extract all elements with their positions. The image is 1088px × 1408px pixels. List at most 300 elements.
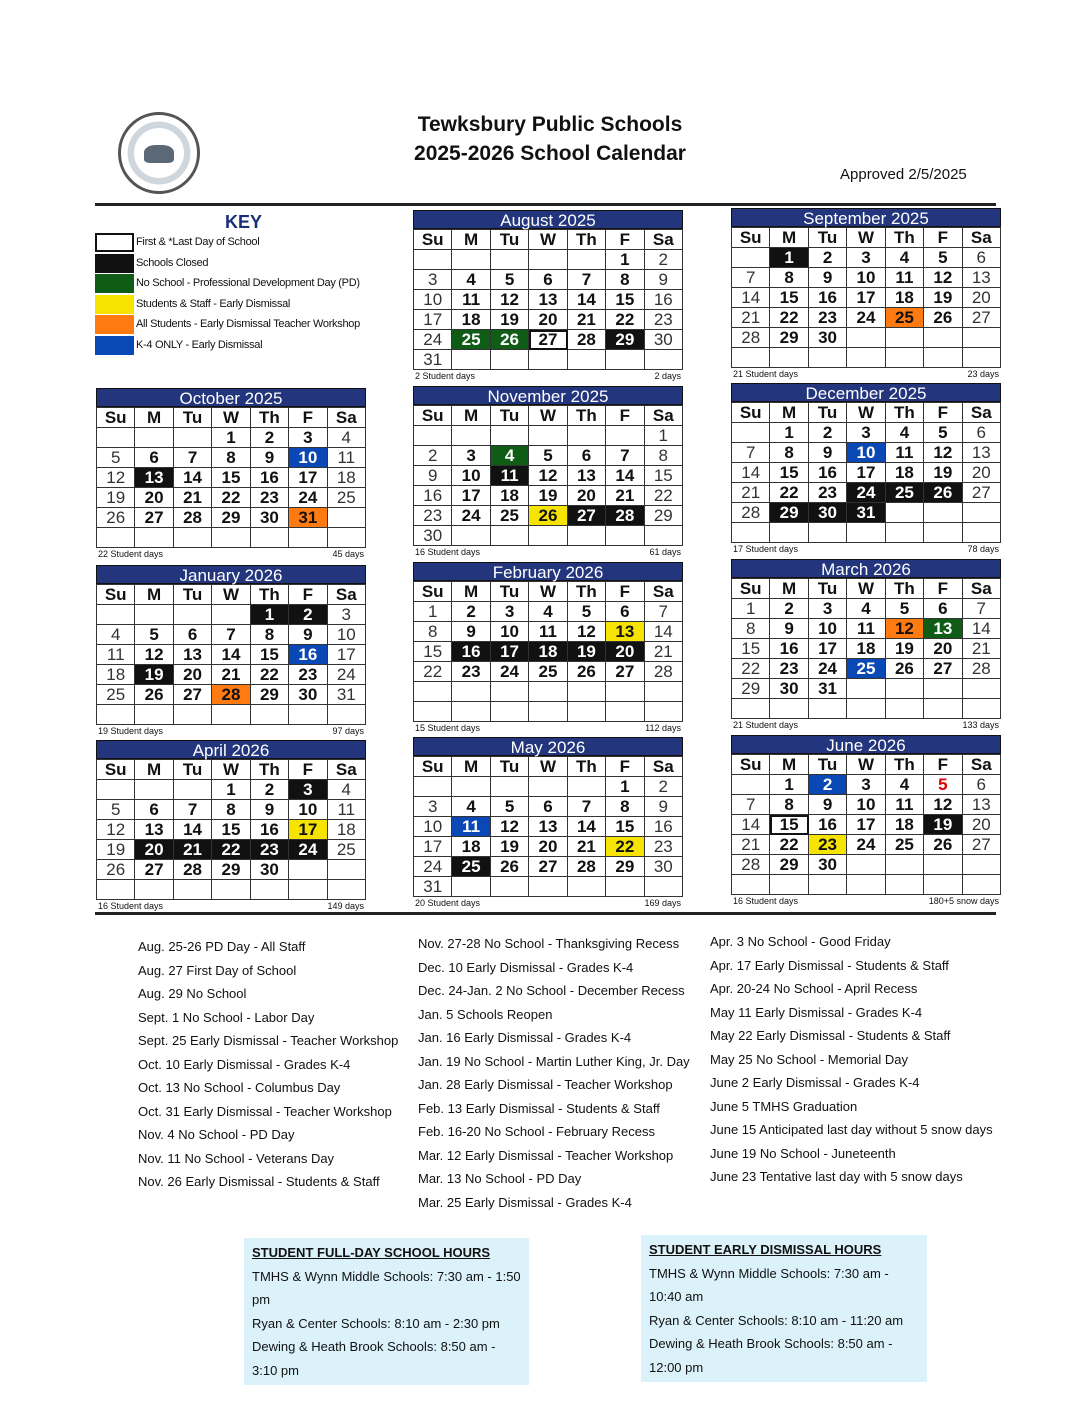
empty-day-cell — [135, 428, 173, 448]
calendar-day: 26 — [529, 506, 567, 526]
calendar-day: 28 — [568, 330, 606, 350]
empty-day-cell — [645, 526, 683, 546]
cumulative-days-count: 169 days — [644, 898, 681, 908]
day-of-week-header: M — [135, 760, 173, 780]
calendar-day: 21 — [645, 642, 683, 662]
student-days-count: 16 Student days — [415, 547, 481, 557]
empty-day-cell — [491, 777, 529, 797]
month-footer — [731, 368, 1001, 380]
calendar-day: 22 — [770, 483, 808, 503]
early-dismissal-hours-line: Ryan & Center Schools: 8:10 am - 11:20 am — [649, 1312, 904, 1328]
calendar-day: 8 — [212, 448, 250, 468]
calendar-day: 7 — [174, 800, 212, 820]
calendar-day: 4 — [886, 423, 924, 443]
calendar-day: 3 — [328, 605, 366, 625]
student-days-count: 20 Student days — [415, 898, 481, 908]
calendar-day: 16 — [770, 639, 808, 659]
calendar-day: 5 — [924, 423, 962, 443]
empty-day-cell — [452, 526, 490, 546]
empty-day-cell — [452, 702, 490, 722]
calendar-day: 3 — [809, 599, 847, 619]
empty-day-cell — [452, 250, 490, 270]
calendar-day: 29 — [770, 855, 808, 875]
calendar-day: 28 — [568, 857, 606, 877]
month-footer — [413, 546, 683, 558]
calendar-day: 6 — [963, 775, 1001, 795]
calendar-day: 24 — [414, 857, 452, 877]
day-of-week-header: W — [847, 755, 885, 775]
day-of-week-header: Sa — [645, 582, 683, 602]
day-of-week-header: Tu — [809, 579, 847, 599]
calendar-day: 26 — [491, 857, 529, 877]
key-swatch — [95, 315, 134, 334]
empty-day-cell — [328, 528, 366, 548]
day-of-week-header: Th — [251, 408, 289, 428]
calendar-day: 13 — [174, 645, 212, 665]
calendar-day: 22 — [212, 840, 250, 860]
calendar-day: 14 — [963, 619, 1001, 639]
empty-day-cell — [732, 423, 770, 443]
calendar-day: 6 — [174, 625, 212, 645]
cumulative-days-count: 61 days — [649, 547, 681, 557]
empty-day-cell — [732, 523, 770, 543]
calendar-day: 22 — [212, 488, 250, 508]
calendar-day: 16 — [645, 290, 683, 310]
student-days-count: 19 Student days — [98, 726, 164, 736]
calendar-note: Sept. 1 No School - Labor Day — [138, 1009, 315, 1025]
calendar-day: 8 — [606, 797, 644, 817]
calendar-day: 6 — [135, 448, 173, 468]
day-of-week-header: Su — [414, 406, 452, 426]
calendar-note: Jan. 5 Schools Reopen — [418, 1006, 553, 1022]
calendar-day: 8 — [414, 622, 452, 642]
calendar-note: Aug. 29 No School — [138, 986, 247, 1001]
calendar-day: 1 — [770, 775, 808, 795]
calendar-day: 7 — [645, 602, 683, 622]
day-of-week-header: Su — [732, 403, 770, 423]
day-of-week-header: M — [452, 406, 490, 426]
calendar-day: 5 — [491, 270, 529, 290]
calendar-day: 3 — [847, 248, 885, 268]
empty-day-cell — [770, 699, 808, 719]
empty-day-cell — [491, 350, 529, 370]
cumulative-days-count: 133 days — [962, 720, 999, 730]
month-title: May 2026 — [413, 737, 683, 756]
calendar-day: 2 — [645, 250, 683, 270]
calendar-day: 7 — [732, 795, 770, 815]
calendar-note: Oct. 13 No School - Columbus Day — [138, 1080, 341, 1095]
calendar-day: 21 — [568, 310, 606, 330]
calendar-day: 26 — [924, 308, 962, 328]
calendar-day: 13 — [606, 622, 644, 642]
empty-day-cell — [174, 880, 212, 900]
calendar-day: 7 — [174, 448, 212, 468]
empty-day-cell — [645, 877, 683, 897]
full-day-hours-line: TMHS & Wynn Middle Schools: 7:30 am - 1:50 pm — [252, 1268, 521, 1307]
calendar-day: 18 — [452, 310, 490, 330]
month-calendar — [413, 562, 683, 734]
calendar-day: 24 — [289, 488, 327, 508]
calendar-day: 20 — [135, 840, 173, 860]
calendar-day: 31 — [328, 685, 366, 705]
calendar-day: 30 — [289, 685, 327, 705]
calendar-day: 28 — [606, 506, 644, 526]
empty-day-cell — [529, 682, 567, 702]
calendar-day: 25 — [847, 659, 885, 679]
empty-day-cell — [770, 348, 808, 368]
calendar-day: 20 — [529, 310, 567, 330]
calendar-day: 18 — [491, 486, 529, 506]
calendar-note: Nov. 26 Early Dismissal - Students & Staff — [138, 1174, 380, 1189]
empty-day-cell — [328, 880, 366, 900]
calendar-day: 17 — [328, 645, 366, 665]
calendar-day: 20 — [924, 639, 962, 659]
calendar-day: 11 — [452, 817, 490, 837]
calendar-day: 21 — [732, 835, 770, 855]
month-calendar — [731, 208, 1001, 380]
calendar-day: 31 — [289, 508, 327, 528]
calendar-day: 24 — [847, 835, 885, 855]
calendar-day: 12 — [491, 817, 529, 837]
calendar-day: 8 — [606, 270, 644, 290]
day-of-week-header: M — [770, 403, 808, 423]
empty-day-cell — [529, 777, 567, 797]
calendar-day: 9 — [251, 800, 289, 820]
day-of-week-header: Su — [732, 579, 770, 599]
empty-day-cell — [328, 508, 366, 528]
calendar-day: 16 — [251, 820, 289, 840]
calendar-day: 14 — [732, 463, 770, 483]
calendar-day: 7 — [732, 268, 770, 288]
calendar-note: Jan. 19 No School - Martin Luther King, Jr. Day — [418, 1053, 690, 1069]
key-item — [95, 274, 395, 293]
calendar-day: 20 — [568, 486, 606, 506]
calendar-note: Oct. 31 Early Dismissal - Teacher Workshop — [138, 1103, 392, 1119]
day-of-week-header: Sa — [963, 755, 1001, 775]
empty-day-cell — [452, 877, 490, 897]
calendar-day: 30 — [809, 855, 847, 875]
calendar-day: 27 — [529, 857, 567, 877]
calendar-day: 21 — [732, 308, 770, 328]
day-of-week-header: M — [770, 579, 808, 599]
month-footer — [96, 900, 366, 912]
calendar-day: 19 — [97, 488, 135, 508]
calendar-day: 20 — [606, 642, 644, 662]
month-footer — [96, 725, 366, 737]
calendar-day: 13 — [963, 268, 1001, 288]
calendar-day: 21 — [963, 639, 1001, 659]
month-title: March 2026 — [731, 559, 1001, 578]
calendar-day: 1 — [770, 423, 808, 443]
month-calendar — [413, 737, 683, 909]
calendar-day: 25 — [452, 330, 490, 350]
calendar-day: 4 — [328, 780, 366, 800]
day-of-week-header: Su — [97, 585, 135, 605]
calendar-day: 12 — [886, 619, 924, 639]
calendar-day: 15 — [212, 820, 250, 840]
calendar-day: 24 — [847, 483, 885, 503]
calendar-note: Mar. 25 Early Dismissal - Grades K-4 — [418, 1194, 632, 1210]
calendar-day: 17 — [289, 468, 327, 488]
calendar-day: 10 — [289, 448, 327, 468]
calendar-day: 29 — [732, 679, 770, 699]
calendar-day: 25 — [328, 840, 366, 860]
calendar-day: 10 — [289, 800, 327, 820]
calendar-day: 9 — [809, 268, 847, 288]
month-footer — [413, 722, 683, 734]
student-days-count: 17 Student days — [733, 544, 799, 554]
empty-day-cell — [568, 877, 606, 897]
month-title: August 2025 — [413, 210, 683, 229]
calendar-day: 19 — [97, 840, 135, 860]
calendar-note: May 25 No School - Memorial Day — [710, 1051, 908, 1067]
cumulative-days-count: 45 days — [332, 549, 364, 559]
calendar-day: 25 — [886, 308, 924, 328]
empty-day-cell — [529, 426, 567, 446]
calendar-day: 17 — [289, 820, 327, 840]
calendar-day: 11 — [847, 619, 885, 639]
empty-day-cell — [174, 705, 212, 725]
calendar-day: 27 — [963, 308, 1001, 328]
calendar-day: 16 — [809, 815, 847, 835]
calendar-day: 14 — [568, 290, 606, 310]
calendar-day: 1 — [414, 602, 452, 622]
key-title: KEY — [225, 212, 263, 232]
day-of-week-header: M — [135, 408, 173, 428]
calendar-day: 19 — [924, 463, 962, 483]
calendar-day: 17 — [414, 837, 452, 857]
calendar-day: 6 — [963, 248, 1001, 268]
empty-day-cell — [452, 777, 490, 797]
day-of-week-header: Tu — [174, 760, 212, 780]
calendar-day: 27 — [924, 659, 962, 679]
calendar-day: 10 — [414, 290, 452, 310]
calendar-day: 14 — [174, 820, 212, 840]
calendar-day: 29 — [251, 685, 289, 705]
calendar-day: 19 — [491, 837, 529, 857]
calendar-note: Dec. 10 Early Dismissal - Grades K-4 — [418, 959, 634, 975]
calendar-day: 5 — [97, 448, 135, 468]
calendar-day: 4 — [886, 248, 924, 268]
student-days-count: 21 Student days — [733, 369, 799, 379]
calendar-day: 15 — [251, 645, 289, 665]
day-of-week-header: F — [606, 230, 644, 250]
calendar-day: 2 — [809, 775, 847, 795]
month-calendar — [731, 383, 1001, 555]
cumulative-days-count: 149 days — [327, 901, 364, 911]
calendar-day: 9 — [770, 619, 808, 639]
student-days-count: 21 Student days — [733, 720, 799, 730]
key-swatch — [95, 254, 134, 273]
full-day-hours-line: Ryan & Center Schools: 8:10 am - 2:30 pm — [252, 1315, 500, 1331]
day-of-week-header: M — [135, 585, 173, 605]
calendar-day: 3 — [452, 446, 490, 466]
month-calendar — [96, 740, 366, 912]
day-of-week-header: Su — [414, 582, 452, 602]
calendar-note: June 19 No School - Juneteenth — [710, 1145, 896, 1161]
cumulative-days-count: 112 days — [645, 723, 681, 733]
key-item — [95, 315, 395, 334]
calendar-day: 17 — [847, 463, 885, 483]
calendar-day: 27 — [135, 860, 173, 880]
calendar-day: 15 — [645, 466, 683, 486]
empty-day-cell — [963, 679, 1001, 699]
calendar-day: 24 — [289, 840, 327, 860]
calendar-day: 24 — [328, 665, 366, 685]
calendar-day: 30 — [251, 860, 289, 880]
calendar-day: 5 — [886, 599, 924, 619]
empty-day-cell — [645, 682, 683, 702]
student-days-count: 16 Student days — [98, 901, 164, 911]
calendar-day: 9 — [289, 625, 327, 645]
calendar-day: 29 — [212, 508, 250, 528]
calendar-day: 10 — [847, 443, 885, 463]
month-title: June 2026 — [731, 735, 1001, 754]
day-of-week-header: Su — [732, 755, 770, 775]
empty-day-cell — [606, 426, 644, 446]
empty-day-cell — [809, 875, 847, 895]
day-of-week-header: F — [289, 585, 327, 605]
calendar-day: 8 — [732, 619, 770, 639]
day-of-week-header: M — [452, 230, 490, 250]
calendar-day: 26 — [924, 483, 962, 503]
day-of-week-header: Tu — [491, 582, 529, 602]
calendar-day: 3 — [289, 780, 327, 800]
student-days-count: 22 Student days — [98, 549, 164, 559]
calendar-note: Nov. 27-28 No School - Thanksgiving Recess — [418, 936, 680, 951]
empty-day-cell — [452, 350, 490, 370]
empty-day-cell — [606, 682, 644, 702]
day-of-week-header: Th — [886, 579, 924, 599]
empty-day-cell — [732, 699, 770, 719]
calendar-day: 11 — [886, 443, 924, 463]
empty-day-cell — [886, 328, 924, 348]
empty-day-cell — [491, 702, 529, 722]
calendar-day: 31 — [809, 679, 847, 699]
calendar-day: 18 — [886, 463, 924, 483]
day-of-week-header: Tu — [809, 228, 847, 248]
empty-day-cell — [414, 682, 452, 702]
day-of-week-header: W — [212, 408, 250, 428]
calendar-day: 8 — [251, 625, 289, 645]
empty-day-cell — [135, 528, 173, 548]
calendar-day: 7 — [568, 270, 606, 290]
month-title: December 2025 — [731, 383, 1001, 402]
key-label: K-4 ONLY - Early Dismissal — [136, 338, 263, 351]
calendar-day: 28 — [732, 855, 770, 875]
calendar-day: 8 — [645, 446, 683, 466]
empty-day-cell — [414, 777, 452, 797]
empty-day-cell — [452, 426, 490, 446]
empty-day-cell — [963, 503, 1001, 523]
empty-day-cell — [452, 682, 490, 702]
month-footer — [731, 543, 1001, 555]
empty-day-cell — [135, 880, 173, 900]
empty-day-cell — [212, 705, 250, 725]
calendar-day: 12 — [529, 466, 567, 486]
day-of-week-header: Th — [886, 403, 924, 423]
calendar-day: 22 — [732, 659, 770, 679]
early-dismissal-hours-line: TMHS & Wynn Middle Schools: 7:30 am - 10:40 am — [649, 1265, 889, 1304]
calendar-day: 29 — [606, 330, 644, 350]
calendar-day: 5 — [97, 800, 135, 820]
empty-day-cell — [174, 528, 212, 548]
empty-day-cell — [886, 855, 924, 875]
calendar-day: 23 — [809, 483, 847, 503]
calendar-day: 9 — [452, 622, 490, 642]
empty-day-cell — [924, 855, 962, 875]
top-divider — [95, 203, 996, 206]
month-footer — [413, 370, 683, 382]
calendar-day: 14 — [732, 815, 770, 835]
calendar-day: 17 — [452, 486, 490, 506]
calendar-day: 8 — [212, 800, 250, 820]
calendar-day: 5 — [924, 248, 962, 268]
calendar-day: 11 — [97, 645, 135, 665]
day-of-week-header: Th — [886, 228, 924, 248]
empty-day-cell — [568, 250, 606, 270]
key-swatch — [95, 274, 134, 293]
calendar-day: 13 — [924, 619, 962, 639]
empty-day-cell — [491, 250, 529, 270]
empty-day-cell — [212, 880, 250, 900]
calendar-day: 27 — [963, 483, 1001, 503]
calendar-note: Feb. 16-20 No School - February Recess — [418, 1124, 655, 1139]
calendar-day: 2 — [251, 428, 289, 448]
calendar-day: 7 — [212, 625, 250, 645]
day-of-week-header: M — [770, 755, 808, 775]
calendar-day: 23 — [645, 310, 683, 330]
day-of-week-header: Sa — [963, 579, 1001, 599]
day-of-week-header: F — [289, 760, 327, 780]
day-of-week-header: Th — [251, 760, 289, 780]
key-item — [95, 336, 395, 355]
calendar-day: 14 — [212, 645, 250, 665]
day-of-week-header: W — [847, 403, 885, 423]
day-of-week-header: W — [847, 579, 885, 599]
calendar-day: 30 — [251, 508, 289, 528]
calendar-day: 11 — [886, 268, 924, 288]
calendar-day: 24 — [452, 506, 490, 526]
calendar-day: 21 — [732, 483, 770, 503]
empty-day-cell — [529, 877, 567, 897]
calendar-day: 23 — [645, 837, 683, 857]
calendar-day: 24 — [414, 330, 452, 350]
empty-day-cell — [414, 702, 452, 722]
calendar-day: 10 — [847, 795, 885, 815]
month-calendar — [96, 565, 366, 737]
day-of-week-header: F — [606, 582, 644, 602]
empty-day-cell — [568, 526, 606, 546]
calendar-day: 30 — [645, 330, 683, 350]
empty-day-cell — [135, 705, 173, 725]
calendar-day: 12 — [491, 290, 529, 310]
calendar-note: Apr. 20-24 No School - April Recess — [710, 981, 918, 996]
key-swatch — [95, 233, 134, 252]
key-label: Students & Staff - Early Dismissal — [136, 297, 291, 310]
calendar-day: 14 — [606, 466, 644, 486]
calendar-day: 29 — [645, 506, 683, 526]
calendar-day: 19 — [529, 486, 567, 506]
calendar-day: 23 — [251, 840, 289, 860]
empty-day-cell — [809, 348, 847, 368]
empty-day-cell — [174, 780, 212, 800]
calendar-day: 26 — [97, 508, 135, 528]
calendar-day: 2 — [414, 446, 452, 466]
calendar-day: 30 — [414, 526, 452, 546]
calendar-day: 13 — [963, 443, 1001, 463]
key-swatch — [95, 336, 134, 355]
